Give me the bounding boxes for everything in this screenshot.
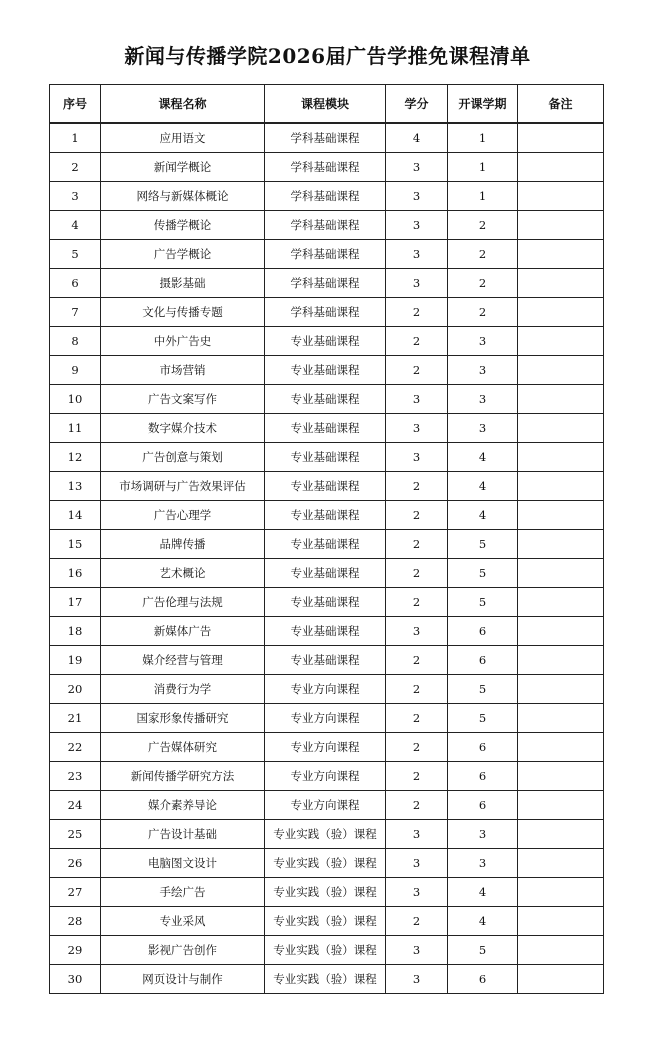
cell-no: 2 bbox=[50, 153, 101, 182]
table-row bbox=[50, 414, 604, 443]
cell-course-module: 专业方向课程 bbox=[265, 733, 386, 762]
cell-course-module: 专业实践（验）课程 bbox=[265, 849, 386, 878]
cell-credit: 2 bbox=[386, 646, 448, 675]
cell-course-module: 学科基础课程 bbox=[265, 269, 386, 298]
cell-course-module: 专业实践（验）课程 bbox=[265, 936, 386, 965]
table-row bbox=[50, 530, 604, 559]
table-row bbox=[50, 675, 604, 704]
cell-note bbox=[518, 182, 604, 211]
cell-note bbox=[518, 414, 604, 443]
table-row bbox=[50, 849, 604, 878]
cell-course-name: 新闻学概论 bbox=[101, 153, 265, 182]
cell-credit: 3 bbox=[386, 820, 448, 849]
cell-no: 18 bbox=[50, 617, 101, 646]
cell-note bbox=[518, 356, 604, 385]
cell-no: 21 bbox=[50, 704, 101, 733]
table-row bbox=[50, 123, 604, 153]
cell-no: 6 bbox=[50, 269, 101, 298]
cell-course-name: 广告媒体研究 bbox=[101, 733, 265, 762]
cell-course-name: 新媒体广告 bbox=[101, 617, 265, 646]
cell-no: 12 bbox=[50, 443, 101, 472]
cell-no: 4 bbox=[50, 211, 101, 240]
header-course-module: 课程模块 bbox=[265, 85, 386, 124]
cell-no: 23 bbox=[50, 762, 101, 791]
cell-no: 29 bbox=[50, 936, 101, 965]
cell-no: 9 bbox=[50, 356, 101, 385]
cell-course-name: 网络与新媒体概论 bbox=[101, 182, 265, 211]
cell-no: 15 bbox=[50, 530, 101, 559]
cell-term: 1 bbox=[448, 182, 518, 211]
cell-course-module: 专业实践（验）课程 bbox=[265, 965, 386, 994]
table-row bbox=[50, 617, 604, 646]
cell-credit: 3 bbox=[386, 414, 448, 443]
cell-course-module: 专业基础课程 bbox=[265, 414, 386, 443]
cell-credit: 3 bbox=[386, 153, 448, 182]
cell-term: 3 bbox=[448, 849, 518, 878]
cell-course-module: 专业基础课程 bbox=[265, 617, 386, 646]
cell-course-name: 媒介素养导论 bbox=[101, 791, 265, 820]
cell-note bbox=[518, 153, 604, 182]
cell-term: 5 bbox=[448, 936, 518, 965]
cell-course-name: 消费行为学 bbox=[101, 675, 265, 704]
cell-note bbox=[518, 791, 604, 820]
cell-course-module: 学科基础课程 bbox=[265, 211, 386, 240]
table-row bbox=[50, 704, 604, 733]
table-row bbox=[50, 240, 604, 269]
cell-term: 2 bbox=[448, 269, 518, 298]
table-row bbox=[50, 791, 604, 820]
cell-credit: 3 bbox=[386, 269, 448, 298]
cell-credit: 2 bbox=[386, 704, 448, 733]
cell-term: 3 bbox=[448, 385, 518, 414]
cell-term: 6 bbox=[448, 965, 518, 994]
table-row bbox=[50, 501, 604, 530]
cell-course-name: 电脑图文设计 bbox=[101, 849, 265, 878]
cell-term: 4 bbox=[448, 501, 518, 530]
cell-credit: 2 bbox=[386, 907, 448, 936]
header-no: 序号 bbox=[50, 85, 101, 124]
cell-course-name: 数字媒介技术 bbox=[101, 414, 265, 443]
cell-course-module: 专业基础课程 bbox=[265, 443, 386, 472]
cell-course-name: 广告创意与策划 bbox=[101, 443, 265, 472]
cell-course-name: 影视广告创作 bbox=[101, 936, 265, 965]
cell-no: 14 bbox=[50, 501, 101, 530]
cell-no: 30 bbox=[50, 965, 101, 994]
cell-term: 4 bbox=[448, 443, 518, 472]
cell-credit: 2 bbox=[386, 762, 448, 791]
cell-no: 13 bbox=[50, 472, 101, 501]
cell-no: 7 bbox=[50, 298, 101, 327]
cell-credit: 3 bbox=[386, 965, 448, 994]
cell-note bbox=[518, 733, 604, 762]
cell-note bbox=[518, 704, 604, 733]
cell-note bbox=[518, 617, 604, 646]
cell-course-module: 专业基础课程 bbox=[265, 472, 386, 501]
cell-term: 6 bbox=[448, 791, 518, 820]
cell-course-name: 广告设计基础 bbox=[101, 820, 265, 849]
table-row bbox=[50, 327, 604, 356]
cell-course-module: 专业基础课程 bbox=[265, 646, 386, 675]
cell-note bbox=[518, 211, 604, 240]
table-row bbox=[50, 878, 604, 907]
cell-term: 3 bbox=[448, 820, 518, 849]
table-row bbox=[50, 472, 604, 501]
cell-term: 1 bbox=[448, 123, 518, 153]
cell-course-name: 摄影基础 bbox=[101, 269, 265, 298]
table-row bbox=[50, 182, 604, 211]
cell-no: 3 bbox=[50, 182, 101, 211]
cell-term: 3 bbox=[448, 327, 518, 356]
cell-course-name: 文化与传播专题 bbox=[101, 298, 265, 327]
cell-note bbox=[518, 327, 604, 356]
table-row bbox=[50, 211, 604, 240]
cell-course-name: 媒介经营与管理 bbox=[101, 646, 265, 675]
table-row bbox=[50, 907, 604, 936]
cell-no: 11 bbox=[50, 414, 101, 443]
cell-credit: 3 bbox=[386, 182, 448, 211]
cell-term: 1 bbox=[448, 153, 518, 182]
cell-course-module: 专业方向课程 bbox=[265, 791, 386, 820]
cell-credit: 2 bbox=[386, 588, 448, 617]
cell-credit: 2 bbox=[386, 530, 448, 559]
cell-credit: 3 bbox=[386, 617, 448, 646]
cell-course-name: 广告伦理与法规 bbox=[101, 588, 265, 617]
table-row bbox=[50, 443, 604, 472]
table-row bbox=[50, 733, 604, 762]
cell-note bbox=[518, 849, 604, 878]
cell-credit: 3 bbox=[386, 849, 448, 878]
cell-credit: 2 bbox=[386, 472, 448, 501]
cell-no: 19 bbox=[50, 646, 101, 675]
cell-credit: 2 bbox=[386, 501, 448, 530]
cell-term: 6 bbox=[448, 733, 518, 762]
cell-course-name: 专业采风 bbox=[101, 907, 265, 936]
cell-course-name: 市场营销 bbox=[101, 356, 265, 385]
table-row bbox=[50, 153, 604, 182]
course-table bbox=[49, 84, 604, 994]
cell-no: 22 bbox=[50, 733, 101, 762]
cell-course-module: 专业基础课程 bbox=[265, 327, 386, 356]
cell-no: 1 bbox=[50, 123, 101, 153]
cell-course-name: 中外广告史 bbox=[101, 327, 265, 356]
cell-course-module: 专业实践（验）课程 bbox=[265, 907, 386, 936]
cell-credit: 2 bbox=[386, 791, 448, 820]
cell-note bbox=[518, 501, 604, 530]
table-header-row bbox=[50, 85, 604, 124]
cell-note bbox=[518, 385, 604, 414]
cell-note bbox=[518, 240, 604, 269]
table-row bbox=[50, 936, 604, 965]
cell-course-module: 专业基础课程 bbox=[265, 588, 386, 617]
table-row bbox=[50, 385, 604, 414]
cell-note bbox=[518, 443, 604, 472]
cell-course-module: 专业基础课程 bbox=[265, 530, 386, 559]
cell-course-module: 专业实践（验）课程 bbox=[265, 878, 386, 907]
table-body bbox=[50, 123, 604, 994]
cell-term: 4 bbox=[448, 472, 518, 501]
cell-course-module: 学科基础课程 bbox=[265, 298, 386, 327]
cell-note bbox=[518, 675, 604, 704]
cell-no: 17 bbox=[50, 588, 101, 617]
cell-term: 3 bbox=[448, 414, 518, 443]
cell-note bbox=[518, 936, 604, 965]
cell-note bbox=[518, 820, 604, 849]
cell-note bbox=[518, 298, 604, 327]
cell-course-name: 应用语文 bbox=[101, 123, 265, 153]
cell-term: 2 bbox=[448, 298, 518, 327]
cell-credit: 2 bbox=[386, 356, 448, 385]
cell-term: 5 bbox=[448, 588, 518, 617]
table-row bbox=[50, 298, 604, 327]
cell-credit: 2 bbox=[386, 559, 448, 588]
cell-course-module: 专业基础课程 bbox=[265, 356, 386, 385]
cell-course-module: 专业实践（验）课程 bbox=[265, 820, 386, 849]
cell-no: 28 bbox=[50, 907, 101, 936]
cell-term: 2 bbox=[448, 211, 518, 240]
cell-course-module: 专业方向课程 bbox=[265, 762, 386, 791]
cell-credit: 3 bbox=[386, 936, 448, 965]
cell-no: 25 bbox=[50, 820, 101, 849]
header-note: 备注 bbox=[518, 85, 604, 124]
cell-no: 10 bbox=[50, 385, 101, 414]
page-title: 新闻与传播学院2026届广告学推免课程清单 bbox=[124, 44, 531, 68]
cell-note bbox=[518, 762, 604, 791]
cell-note bbox=[518, 530, 604, 559]
table-row bbox=[50, 646, 604, 675]
cell-credit: 2 bbox=[386, 298, 448, 327]
cell-credit: 2 bbox=[386, 327, 448, 356]
cell-course-module: 专业基础课程 bbox=[265, 385, 386, 414]
cell-term: 6 bbox=[448, 762, 518, 791]
cell-credit: 3 bbox=[386, 240, 448, 269]
cell-course-module: 专业基础课程 bbox=[265, 559, 386, 588]
cell-no: 20 bbox=[50, 675, 101, 704]
cell-course-name: 市场调研与广告效果评估 bbox=[101, 472, 265, 501]
cell-course-name: 国家形象传播研究 bbox=[101, 704, 265, 733]
cell-course-module: 学科基础课程 bbox=[265, 182, 386, 211]
cell-note bbox=[518, 646, 604, 675]
cell-credit: 3 bbox=[386, 385, 448, 414]
cell-credit: 2 bbox=[386, 733, 448, 762]
cell-note bbox=[518, 123, 604, 153]
cell-term: 5 bbox=[448, 704, 518, 733]
cell-course-name: 品牌传播 bbox=[101, 530, 265, 559]
cell-term: 4 bbox=[448, 907, 518, 936]
cell-course-name: 网页设计与制作 bbox=[101, 965, 265, 994]
cell-note bbox=[518, 965, 604, 994]
header-term: 开课学期 bbox=[448, 85, 518, 124]
cell-no: 8 bbox=[50, 327, 101, 356]
cell-no: 26 bbox=[50, 849, 101, 878]
cell-term: 2 bbox=[448, 240, 518, 269]
cell-no: 24 bbox=[50, 791, 101, 820]
cell-course-name: 手绘广告 bbox=[101, 878, 265, 907]
cell-note bbox=[518, 269, 604, 298]
cell-course-module: 学科基础课程 bbox=[265, 240, 386, 269]
cell-term: 5 bbox=[448, 559, 518, 588]
header-credit: 学分 bbox=[386, 85, 448, 124]
cell-term: 5 bbox=[448, 530, 518, 559]
cell-course-name: 广告文案写作 bbox=[101, 385, 265, 414]
cell-course-name: 传播学概论 bbox=[101, 211, 265, 240]
table-row bbox=[50, 269, 604, 298]
cell-course-name: 艺术概论 bbox=[101, 559, 265, 588]
cell-note bbox=[518, 907, 604, 936]
cell-course-name: 广告心理学 bbox=[101, 501, 265, 530]
cell-course-module: 学科基础课程 bbox=[265, 153, 386, 182]
cell-credit: 3 bbox=[386, 211, 448, 240]
cell-term: 3 bbox=[448, 356, 518, 385]
table-row bbox=[50, 965, 604, 994]
cell-course-module: 学科基础课程 bbox=[265, 123, 386, 153]
table-row bbox=[50, 588, 604, 617]
cell-term: 6 bbox=[448, 617, 518, 646]
table-row bbox=[50, 356, 604, 385]
cell-credit: 4 bbox=[386, 123, 448, 153]
cell-term: 6 bbox=[448, 646, 518, 675]
table-row bbox=[50, 559, 604, 588]
cell-term: 4 bbox=[448, 878, 518, 907]
cell-note bbox=[518, 588, 604, 617]
cell-course-module: 专业方向课程 bbox=[265, 704, 386, 733]
cell-term: 5 bbox=[448, 675, 518, 704]
table-row bbox=[50, 762, 604, 791]
cell-credit: 3 bbox=[386, 878, 448, 907]
table-row bbox=[50, 820, 604, 849]
cell-course-name: 广告学概论 bbox=[101, 240, 265, 269]
cell-credit: 3 bbox=[386, 443, 448, 472]
cell-course-module: 专业基础课程 bbox=[265, 501, 386, 530]
cell-no: 16 bbox=[50, 559, 101, 588]
header-course-name: 课程名称 bbox=[101, 85, 265, 124]
cell-no: 5 bbox=[50, 240, 101, 269]
cell-course-module: 专业方向课程 bbox=[265, 675, 386, 704]
cell-no: 27 bbox=[50, 878, 101, 907]
cell-note bbox=[518, 472, 604, 501]
cell-credit: 2 bbox=[386, 675, 448, 704]
cell-note bbox=[518, 878, 604, 907]
cell-course-name: 新闻传播学研究方法 bbox=[101, 762, 265, 791]
cell-note bbox=[518, 559, 604, 588]
